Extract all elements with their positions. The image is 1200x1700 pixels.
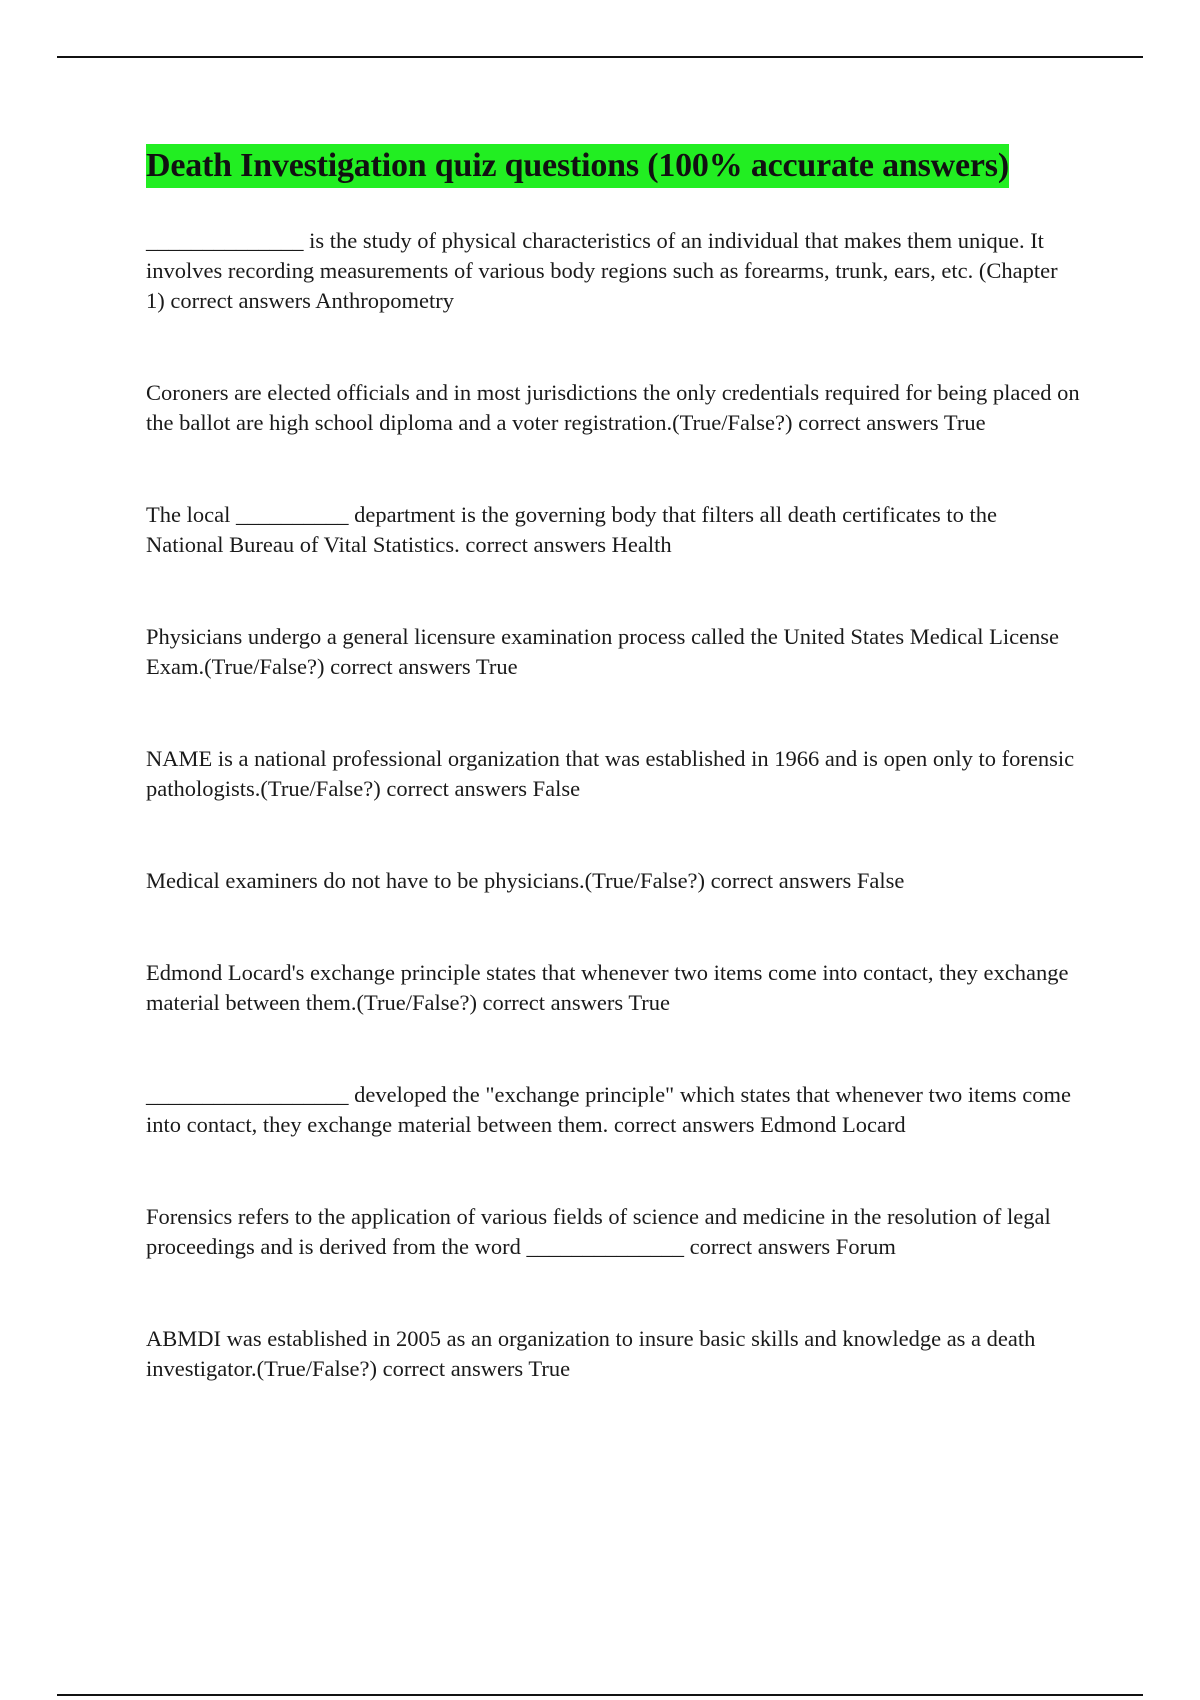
- qa-item: The local __________ department is the governing body that filters all death certificates to the National Bureau of Vital Statistics. correct answers Health: [146, 502, 997, 557]
- document-body: [146, 144, 1080, 1446]
- qa-item: Physicians undergo a general licensure examination process called the United States Medical License Exam.(True/False?) correct answers True: [146, 624, 1060, 679]
- qa-item: __________________ developed the "exchange principle" which states that whenever two items come into contact, they exchange material between them. correct answers Edmond Locard: [146, 1082, 1071, 1137]
- qa-item: NAME is a national professional organization that was established in 1966 and is open only to forensic pathologists.(True/False?) correct answers False: [146, 746, 1075, 801]
- footer-rule: [57, 1694, 1143, 1696]
- qa-list: [146, 226, 1080, 1384]
- qa-item: Medical examiners do not have to be physicians.(True/False?) correct answers False: [146, 868, 905, 893]
- document-title: Death Investigation quiz questions (100% accurate answers): [146, 144, 1009, 188]
- qa-item: Forensics refers to the application of various fields of science and medicine in the resolution of legal proceedings and is derived from the word ______________ correct answers Forum: [146, 1204, 1051, 1259]
- qa-item: ABMDI was established in 2005 as an organization to insure basic skills and knowledge as a death investigator.(True/False?) correct answers True: [146, 1326, 1036, 1381]
- header-rule: [57, 56, 1143, 58]
- qa-item: Coroners are elected officials and in most jurisdictions the only credentials required for being placed on the ballot are high school diploma and a voter registration.(True/False?) correct answers True: [146, 380, 1080, 435]
- qa-item: Edmond Locard's exchange principle states that whenever two items come into contact, they exchange material between them.(True/False?) correct answers True: [146, 960, 1069, 1015]
- qa-item: ______________ is the study of physical characteristics of an individual that makes them unique. It involves recording measurements of various body regions such as forearms, trunk, ears, etc. (Chapter 1) correct answers Anthropometry: [146, 228, 1058, 313]
